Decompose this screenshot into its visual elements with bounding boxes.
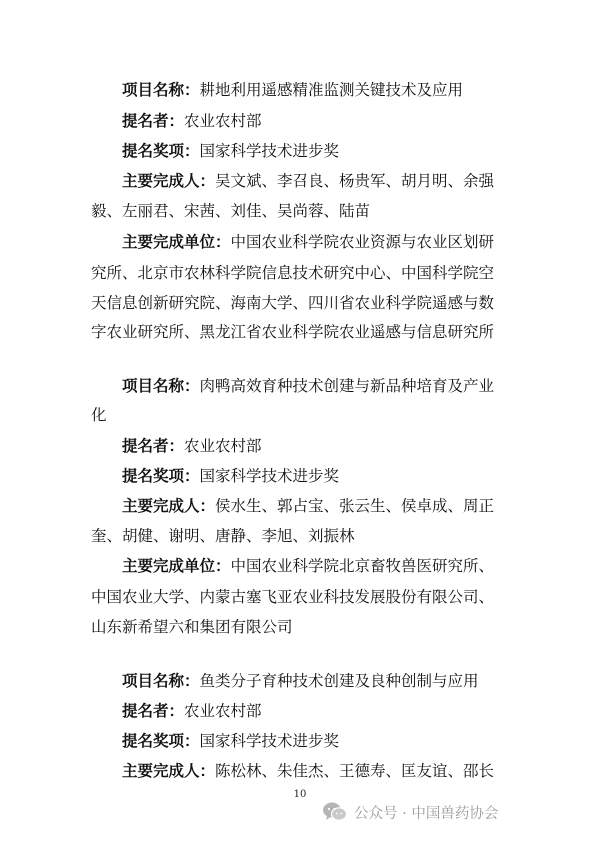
project-3-people-line-1: 主要完成人：陈松林、朱佳杰、王德寿、匡友谊、邵长: [122, 762, 495, 780]
wechat-icon: [322, 801, 348, 823]
page-number: 10: [293, 789, 307, 800]
project-1-units-line-2: 究所、北京市农林科学院信息技术研究中心、中国科学院空: [91, 264, 495, 282]
project-1-units-line-3: 天信息创新研究院、海南大学、四川省农业科学院遥感与数: [91, 294, 495, 312]
project-2-award: 提名奖项：国家科学技术进步奖: [122, 467, 340, 485]
watermark: [322, 800, 498, 824]
watermark-text: 公众号 · 中国兽药协会: [354, 805, 499, 822]
project-2-people-line-2: 奎、胡健、谢明、唐静、李旭、刘振林: [91, 527, 355, 545]
project-3-award: 提名奖项：国家科学技术进步奖: [122, 732, 340, 750]
project-2-name-line-1: 项目名称：肉鸭高效育种技术创建与新品种培育及产业: [122, 377, 495, 395]
project-1-name-line-1: 项目名称：耕地利用遥感精准监测关键技术及应用: [122, 81, 464, 99]
project-1-units-line-1: 主要完成单位：中国农业科学院农业资源与农业区划研: [122, 233, 495, 251]
project-1-units-line-4: 字农业研究所、黑龙江省农业科学院农业遥感与信息研究所: [91, 323, 495, 341]
project-2-people-line-1: 主要完成人：侯水生、郭占宝、张云生、侯卓成、周正: [122, 497, 495, 515]
project-1-people-line-2: 毅、左丽君、宋茜、刘佳、吴尚蓉、陆苗: [91, 202, 371, 220]
project-1-nominator: 提名者：农业农村部: [122, 112, 262, 130]
project-1-award: 提名奖项：国家科学技术进步奖: [122, 142, 340, 160]
project-3-nominator: 提名者：农业农村部: [122, 702, 262, 720]
project-2-units-line-2: 中国农业大学、内蒙古塞飞亚农业科技发展股份有限公司、: [91, 588, 495, 606]
project-2-name-line-2: 化: [91, 406, 107, 424]
project-2-units-line-3: 山东新希望六和集团有限公司: [91, 618, 293, 636]
project-1-people-line-1: 主要完成人：吴文斌、李召良、杨贵军、胡月明、余强: [122, 172, 495, 190]
project-2-nominator: 提名者：农业农村部: [122, 437, 262, 455]
project-3-name-line-1: 项目名称：鱼类分子育种技术创建及良种创制与应用: [122, 672, 479, 690]
project-2-units-line-1: 主要完成单位：中国农业科学院北京畜牧兽医研究所、: [122, 557, 495, 575]
